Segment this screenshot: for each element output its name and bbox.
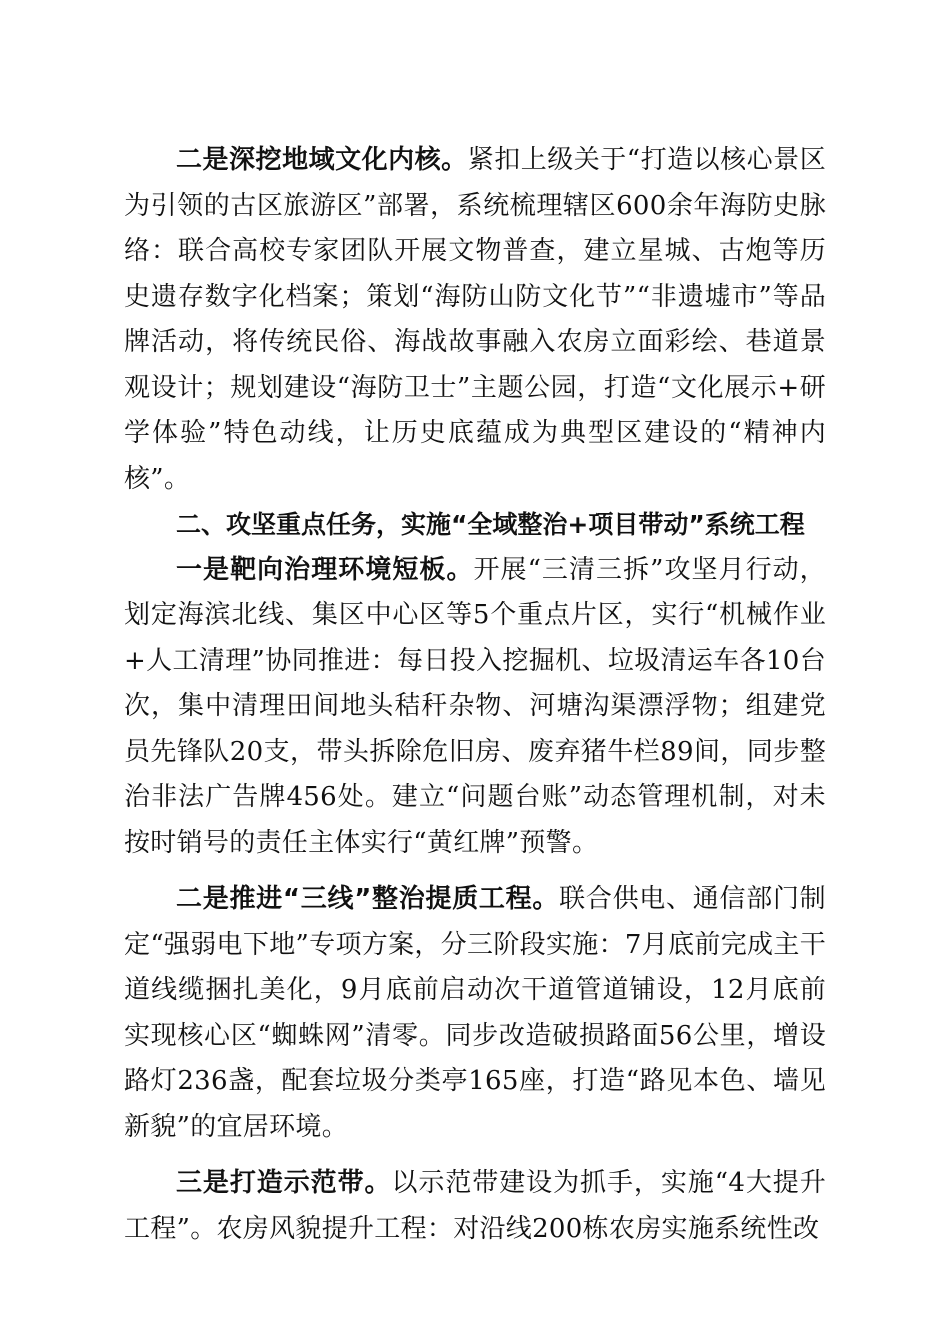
paragraph-lead: 一是靶向治理环境短板。 [176, 554, 474, 585]
paragraph-three-lines [124, 877, 826, 1150]
paragraph-lead: 三是打造示范带。 [176, 1168, 392, 1198]
paragraph-environment [124, 548, 826, 867]
paragraph-text: 以示范带建设为抓手，实施“4大提升工程”。农房风貌提升工程：对沿线200栋农房实施系统性改 [124, 1168, 826, 1244]
section-heading: 二、攻坚重点任务，实施“全域整治+项目带动”系统工程 [176, 510, 805, 539]
paragraph-text: 紧扣上级关于“打造以核心景区为引领的古区旅游区”部署，系统梳理辖区600余年海防史脉络：联合高校专家团队开展文物普查，建立星城、古炮等历史遗存数字化档案；策划“海防山防文化节”“非遗墟市”等品牌活动，将传统民俗、海战故事融入农房立面彩绘、巷道景观设计；规划建设“海防卫士”主题公园，打造“文化展示+研学体验”特色动线，让历史底蕴成为典型区建设的“精神内核”。 [124, 145, 826, 494]
paragraph-lead: 二是推进“三线”整治提质工程。 [176, 884, 560, 914]
paragraph-demo-belt [124, 1161, 826, 1252]
paragraph-text: 开展“三清三拆”攻坚月行动，划定海滨北线、集区中心区等5个重点片区，实行“机械作业+人工清理”协同推进：每日投入挖掘机、垃圾清运车各10台次，集中清理田间地头秸秆杂物、河塘沟渠漂浮物；组建党员先锋队20支，带头拆除危旧房、废弃猪牛栏89间，同步整治非法广告牌456处。建立“问题台账”动态管理机制，对未按时销号的责任主体实行“黄红牌”预警。 [124, 554, 826, 858]
paragraph-text: 联合供电、通信部门制定“强弱电下地”专项方案，分三阶段实施：7月底前完成主干道线缆捆扎美化，9月底前启动次干道管道铺设，12月底前实现核心区“蜘蛛网”清零。同步改造破损路面56公里，增设路灯236盏，配套垃圾分类亭165座，打造“路见本色、墙见新貌”的宜居环境。 [124, 884, 826, 1142]
document-body [124, 138, 826, 1252]
paragraph-lead: 二是深挖地域文化内核。 [176, 145, 468, 175]
paragraph-culture [124, 138, 826, 502]
